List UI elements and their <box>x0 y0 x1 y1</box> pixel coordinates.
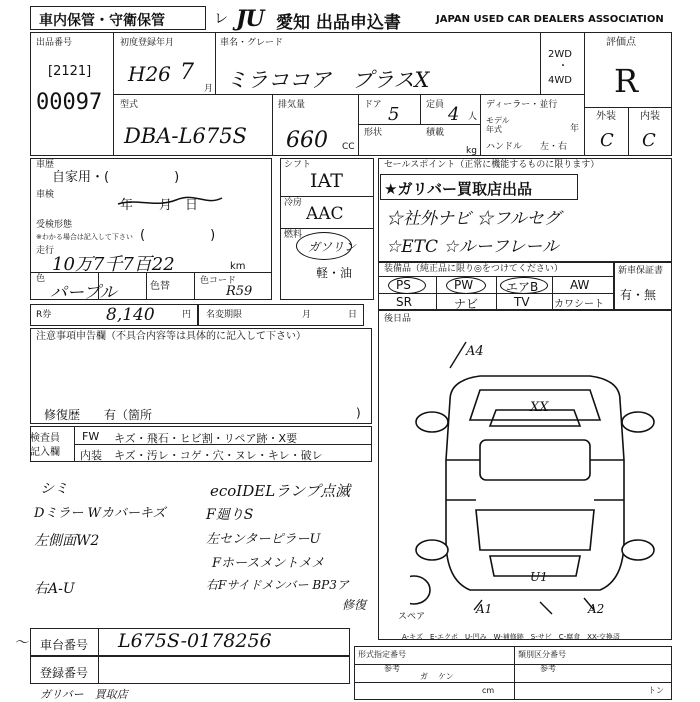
chassis-tilde: 〜 <box>14 635 28 651</box>
form-ref1: 参考 <box>384 664 400 673</box>
model-label: 型式 <box>120 100 139 110</box>
footer-left: ガリバー 買取店 <box>40 688 128 701</box>
name-change-month: 月 <box>302 310 312 320</box>
color-code-label: 色コード <box>200 276 237 286</box>
displacement-value: 660 <box>286 128 328 153</box>
sales-point-label: セールスポイント（正常に機能するものに限ります） <box>384 160 600 170</box>
equip-leather: カワシート <box>554 299 604 310</box>
accept-type-note: ※わかる場合は記入して下さい <box>36 233 133 241</box>
note-right-3: 左センターピラーU <box>206 532 321 547</box>
lot-bracket-code: [2121] <box>48 64 92 79</box>
inspector-fw-items: キズ・飛石・ヒビ割・リペア跡・X要 <box>114 432 298 445</box>
fuel-label: 燃料 <box>284 230 303 240</box>
spare-label: スペア <box>398 612 426 622</box>
interior-label: 内装 <box>640 111 660 122</box>
note-right-6: 修復 <box>342 598 367 612</box>
accept-type-label: 受検形態 <box>36 220 73 230</box>
handle-options: 左・右 <box>540 142 568 152</box>
history-value: 自家用・( ) <box>52 170 180 185</box>
equip-airbag-circle <box>500 277 548 294</box>
equip-airbag: エアB <box>506 280 539 294</box>
color-label: 色 <box>36 274 46 284</box>
ju-logo-text: JU <box>236 6 264 32</box>
note-right-2: F廻りS <box>206 507 254 523</box>
form-row2: 類別区分番号 <box>518 650 566 659</box>
sales-point-line2: ☆ETC ☆ルーフレール <box>386 237 559 257</box>
note-left-3: 左側面W2 <box>34 533 100 549</box>
inspection-scribble <box>116 190 226 214</box>
equip-pw-circle <box>446 277 486 294</box>
interior-value: C <box>642 130 656 151</box>
shift-value: IAT <box>310 170 343 192</box>
capacity-label: 定員 <box>426 100 445 110</box>
aircon-value: AAC <box>306 204 344 224</box>
warranty-options: 有・無 <box>620 288 657 302</box>
warranty-label: 新車保証書 <box>618 266 664 276</box>
inspector-fw: FW <box>82 430 100 443</box>
color-value: パープル <box>50 283 117 303</box>
name-change-label: 名変期限 <box>206 310 243 320</box>
diagram-legend: A-キズ E-エクボ U-凹み W-補修跡 S-サビ C-腐食 XX-交換済 <box>402 633 620 641</box>
recycle-ticket-value: 8,140 <box>106 305 155 325</box>
car-diagram <box>410 340 660 630</box>
equip-pw: PW <box>454 278 474 292</box>
doors-value: 5 <box>388 104 400 125</box>
note-left-4: 右A-U <box>34 581 75 597</box>
gulliver-label: ★ガリバー買取店出品 <box>384 180 532 198</box>
note-right-5: 右Fサイドメンバー BP3ア <box>206 578 349 592</box>
form-kana: ガ <box>420 672 428 681</box>
inspector-interior: 内装 <box>80 449 102 462</box>
displacement-label: 排気量 <box>278 100 306 110</box>
diag-label-a1: A1 <box>476 602 493 616</box>
diag-label-a4: A4 <box>466 344 484 359</box>
form-row1: 形式指定番号 <box>358 650 406 659</box>
note-left-1: シミ <box>40 481 68 497</box>
recycle-ticket-unit: 円 <box>182 310 192 320</box>
equip-aw: AW <box>570 278 590 292</box>
name-change-day: 日 <box>348 310 358 320</box>
ju-logo <box>236 6 264 32</box>
registration-label: 登録番号 <box>40 666 89 680</box>
form-to: トン <box>648 686 664 695</box>
displacement-unit: CC <box>342 142 355 152</box>
fuel-circle <box>296 232 352 260</box>
form-title: 愛知 出品申込書 <box>276 13 401 33</box>
mark-re: レ <box>214 11 228 27</box>
doors-label: ドア <box>364 100 382 110</box>
form-ref2: 参考 <box>540 664 556 673</box>
form-cm: cm <box>482 686 495 695</box>
repaint-label: 色替 <box>150 281 170 292</box>
car-name-label: 車名・グレード <box>220 38 284 48</box>
association-name: JAPAN USED CAR DEALERS ASSOCIATION <box>436 14 664 25</box>
diag-label-xx: XX <box>530 400 549 415</box>
sales-point-line1: ☆社外ナビ ☆フルセグ <box>386 209 561 229</box>
aircon-label: 冷房 <box>284 198 303 208</box>
drive-4wd: 4WD <box>548 75 572 86</box>
car-name-value: ミラココア プラスX <box>226 68 430 92</box>
equipment-label: 装備品（純正品に限り◎をつけてください） <box>384 264 563 274</box>
inspector-label: 検査員記入欄 <box>30 433 60 458</box>
diag-label-a2: A2 <box>588 602 605 616</box>
chassis-label: 車台番号 <box>40 638 89 652</box>
equip-sr: SR <box>396 295 412 309</box>
first-reg-month: 7 <box>180 60 194 85</box>
repair-note-label: 注意事項申告欄（不具合内容等は具体的に記入して下さい） <box>36 331 306 342</box>
after-sales-label: 後日品 <box>384 314 412 324</box>
handle-label: ハンドル <box>486 142 523 152</box>
mileage-value: 10万7千7百22 <box>52 254 175 275</box>
inspector-interior-items: キズ・汚レ・コゲ・穴・ヌレ・キレ・破レ <box>114 449 323 462</box>
first-reg-month-unit: 月 <box>204 84 214 94</box>
rating-value: R <box>614 62 639 100</box>
color-code-value: R59 <box>226 284 253 299</box>
model-year-unit: 年 <box>570 124 580 134</box>
equip-tv: TV <box>514 295 530 309</box>
exterior-value: C <box>600 130 614 151</box>
model-year-label: モデル年式 <box>486 116 510 134</box>
load-label: 積載 <box>426 128 445 138</box>
model-value: DBA-L675S <box>124 124 247 148</box>
load-unit: kg <box>466 146 477 156</box>
rating-label: 評価点 <box>606 37 636 48</box>
repair-history-close: ) <box>356 406 361 420</box>
indoor-storage-label: 車内保管・守衛保管 <box>39 13 165 29</box>
equip-ps: PS <box>396 278 411 292</box>
history-label: 車歴 <box>36 160 55 170</box>
capacity-unit: 人 <box>468 112 478 122</box>
shift-label: シフト <box>284 160 312 170</box>
note-right-4: Fホースメントメメ <box>212 556 325 571</box>
drive-2wd: 2WD <box>548 49 572 60</box>
lot-label: 出品番号 <box>36 38 73 48</box>
fuel-diesel: 軽・油 <box>316 266 353 280</box>
mileage-unit: km <box>230 261 246 272</box>
fuel-value: ガソリン <box>308 240 357 254</box>
capacity-value: 4 <box>448 104 460 125</box>
note-right-1: ecoIDELランプ点滅 <box>210 482 351 500</box>
accept-type-paren: ( ) <box>140 228 216 243</box>
dealer-label: ディーラー・並行 <box>486 100 558 110</box>
recycle-ticket-label: R券 <box>36 310 52 320</box>
first-reg-era-year: H26 <box>128 62 171 86</box>
drive-dot: ・ <box>558 61 568 72</box>
equip-ps-circle <box>388 277 426 294</box>
form-ken: ケン <box>438 672 454 681</box>
inspection-value: 年 月 日 <box>120 198 199 213</box>
chassis-value: L675S-0178256 <box>118 630 272 652</box>
lot-number: 00097 <box>36 90 103 115</box>
indoor-storage-box <box>30 6 206 30</box>
equip-navi: ナビ <box>454 297 479 311</box>
repair-history: 修復歴 有（箇所 <box>44 408 153 422</box>
mileage-label: 走行 <box>36 246 55 256</box>
shape-label: 形状 <box>364 128 383 138</box>
first-reg-label: 初度登録年月 <box>120 38 175 48</box>
exterior-label: 外装 <box>596 111 616 122</box>
diag-label-u1: U1 <box>530 570 548 584</box>
inspection-label: 車検 <box>36 190 55 200</box>
note-left-2: Dミラー Wカバーキズ <box>34 506 166 521</box>
